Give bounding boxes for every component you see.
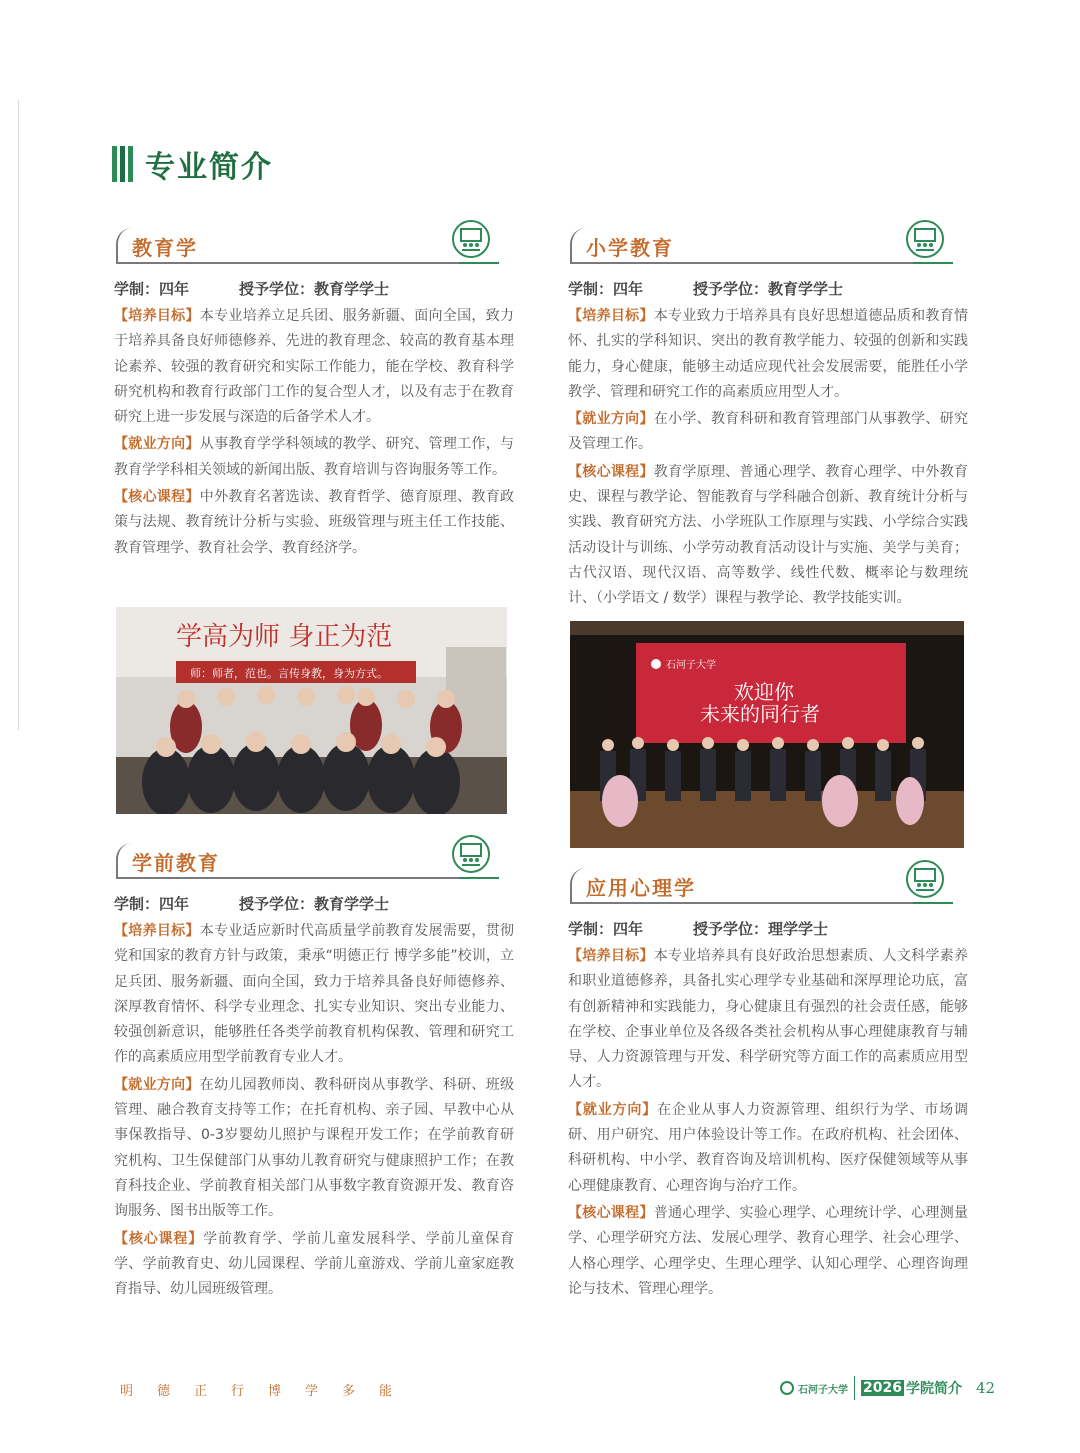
page-title: 专业简介 [145,150,273,185]
classroom-icon [906,220,944,258]
paragraph-courses: 【核心课程】普通心理学、实验心理学、心理统计学、心理测量学、心理学研究方法、发展心理学、教育心理学、社会心理学、人格心理学、心理学史、生理心理学、认知心理学、心理咨询理论与技术、管理心理学。 [568,1204,969,1297]
university-seal-icon [780,1381,794,1395]
paragraph-goal: 【培养目标】本专业培养具有良好政治思想素质、人文科学素养和职业道德修养，具备扎实心理学专业基础和深厚理论功底，富有创新精神和实践能力，身心健康且有强烈的社会责任感，能够在学校、企事业单位及各级各类社会机构从事心理健康教育与辅导、人力资源管理与开发、科学研究等方面工作的高素质应用型人才。 [568,948,969,1091]
section-title: 教育学 [132,236,198,260]
section-preschool-education [114,835,514,1302]
section-education [114,220,514,561]
duration: 学制：四年 [114,280,190,298]
section-meta [568,918,968,942]
university-seal-icon [651,659,661,669]
degree: 授予学位：教育学学士 [693,280,844,298]
section-meta [568,278,968,302]
section-applied-psychology [568,860,968,1302]
section-header [114,220,514,270]
duration: 学制：四年 [114,895,190,913]
section-title: 应用心理学 [586,876,696,900]
section-meta [114,893,514,917]
footer-brand [780,1374,995,1402]
paragraph-courses: 【核心课程】教育学原理、普通心理学、教育心理学、中外教育史、课程与教学论、智能教育与学科融合创新、教育统计分析与实践、教育研究方法、小学班队工作原理与实践、小学综合实践活动设计与训练、小学劳动教育活动设计与实施、美学与美育；古代汉语、现代汉语、高等数学、线性代数、概率论与数理统计、（小学语文 / 数学）课程与教学论、教学技能实训。 [568,463,969,607]
duration: 学制：四年 [568,920,644,938]
footer-divider [854,1376,855,1400]
classroom-icon [452,835,490,873]
left-margin-rule [18,100,19,730]
section-header [568,220,968,270]
duration: 学制：四年 [568,280,644,298]
section-title: 学前教育 [132,851,220,875]
section-primary-education [568,220,968,612]
wall-subline: 师：师者，范也。言传身教，身为方式。 [190,667,388,680]
paragraph-career: 【就业方向】在幼儿园教师岗、教科研岗从事教学、科研、班级管理、融合教育支持等工作；在托育机构、亲子园、早教中心从事保教指导、0-3岁婴幼儿照护与课程开发工作；在学前教育研究机构、卫生保健部门从事幼儿教育研究与健康照护工作；在教育科技企业、学前教育相关部门从事数字教育资源开发、教育咨询服务、图书出版等工作。 [114,1076,515,1220]
paragraph-goal: 【培养目标】本专业适应新时代高质量学前教育发展需要，贯彻党和国家的教育方针与政策，秉承“明德正行 博学多能”校训，立足兵团、服务新疆、面向全国，致力于培养具备良好师德修养、深厚教育情怀、科学专业理念、扎实专业知识、突出专业能力、较强创新意识，能够胜任各类学前教育机构保教、管理和研究工作的高素质应用型学前教育专业人才。 [114,923,515,1066]
classroom-icon [452,220,490,258]
university-logo [780,1381,848,1396]
footer-label: 学院简介 [905,1381,962,1397]
degree: 授予学位：教育学学士 [239,895,390,913]
screen-line2: 未来的同行者 [700,702,820,726]
stage-photo-welcome [570,621,964,848]
group-photo-teachers [116,607,507,814]
section-title: 小学教育 [586,236,674,260]
classroom-icon [906,860,944,898]
footer-motto: 明德正行博学多能 [120,1384,417,1399]
screen-logo: 石河子大学 [666,660,716,671]
section-meta [114,278,514,302]
section-header [568,860,968,910]
paragraph-career: 【就业方向】在企业从事人力资源管理、组织行为学、市场调研、用户研究、用户体验设计等工作。在政府机构、社会团体、科研机构、中小学、教育咨询及培训机构、医疗保健领域等从事心理健康教育、心理咨询与治疗工作。 [568,1101,968,1194]
degree: 授予学位：教育学学士 [239,280,390,298]
paragraph-goal: 【培养目标】本专业培养立足兵团、服务新疆、面向全国，致力于培养具备良好师德修养、先进的教育理念、较高的教育基本理论素养、较强的教育研究和实际工作能力，能在学校、教育科学研究机构和教育行政部门工作的复合型人才，以及有志于在教育研究上进一步发展与深造的后备学术人才。 [114,308,515,426]
page-heading [112,144,273,184]
wall-slogan: 学高为师 身正为范 [176,622,393,652]
heading-bars-icon [112,146,133,182]
page-number: 42 [975,1379,996,1397]
paragraph-career: 【就业方向】在小学、教育科研和教育管理部门从事教学、研究及管理工作。 [568,411,969,453]
paragraph-goal: 【培养目标】本专业致力于培养具有良好思想道德品质和教育情怀、扎实的学科知识、突出的教育教学能力、较强的创新和实践能力，身心健康，能够主动适应现代社会发展需要，能胜任小学教学、管理和研究工作的高素质应用型人才。 [568,308,969,400]
degree: 授予学位：理学学士 [693,920,829,938]
footer-logo-text: 石河子大学 [798,1384,848,1396]
paragraph-courses: 【核心课程】学前教育学、学前儿童发展科学、学前儿童保育学、学前教育史、幼儿园课程、学前儿童游戏、学前儿童家庭教育指导、幼儿园班级管理。 [114,1230,514,1298]
footer-year: 2026 [863,1380,902,1396]
section-header [114,835,514,885]
paragraph-courses: 【核心课程】中外教育名著选读、教育哲学、德育原理、教育政策与法规、教育统计分析与实验、班级管理与班主任工作技能、教育管理学、教育社会学、教育经济学。 [114,489,515,556]
screen-line1: 欢迎你 [734,680,794,704]
paragraph-career: 【就业方向】从事教育学学科领域的教学、研究、管理工作，与教育学学科相关领域的新闻出版、教育培训与咨询服务等工作。 [114,436,515,478]
